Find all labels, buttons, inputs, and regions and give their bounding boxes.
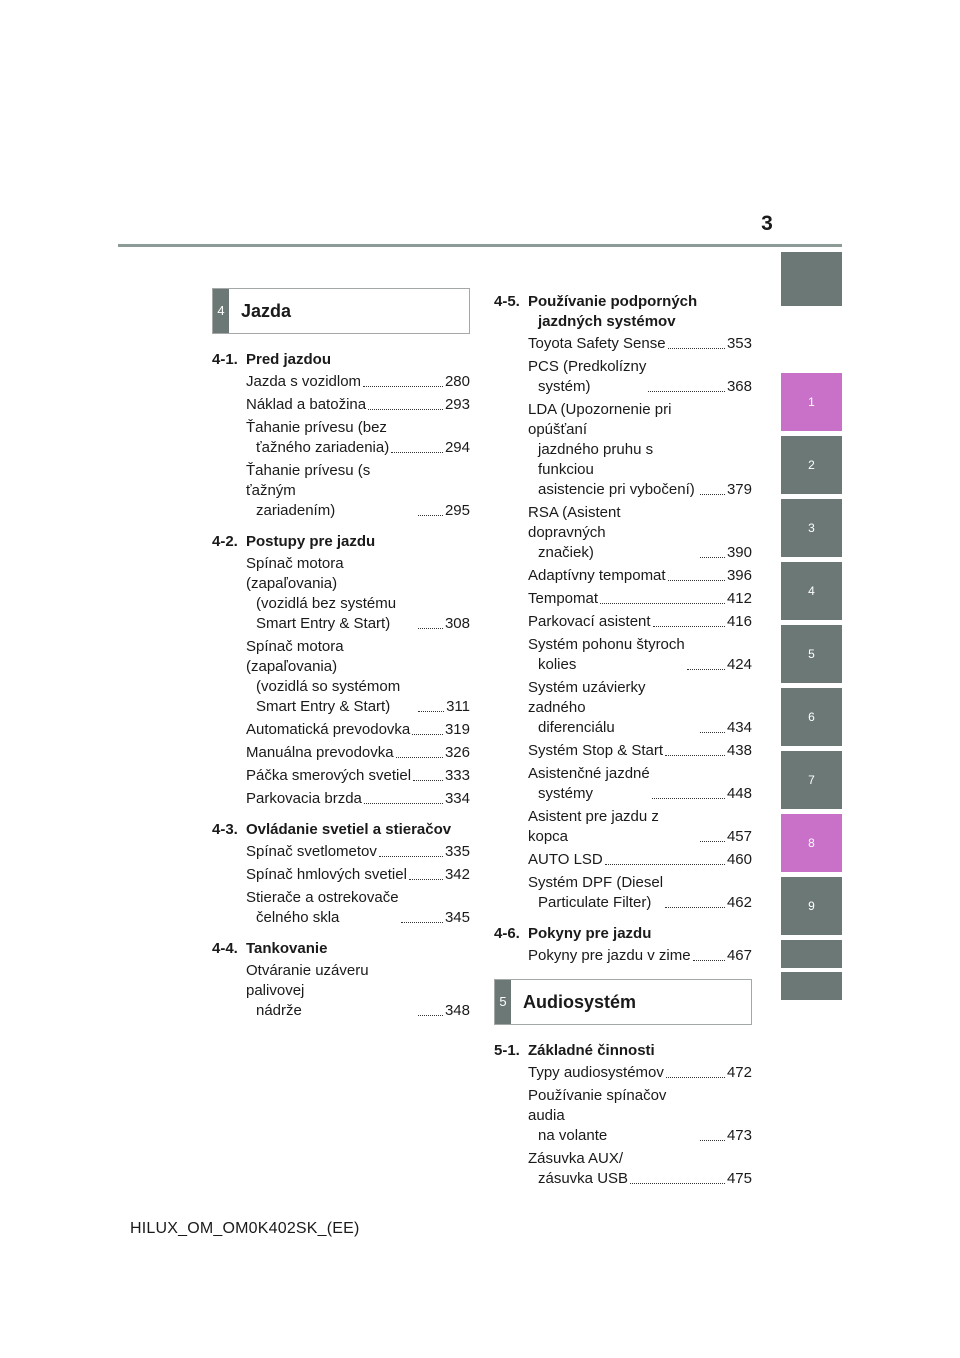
toc-entry-link[interactable] xyxy=(212,789,470,809)
entry-title-line: Parkovacia brzda xyxy=(246,790,362,807)
dot-leader xyxy=(418,515,443,516)
group-title xyxy=(528,292,752,332)
entry-title-line: Adaptívny tempomat xyxy=(528,567,666,584)
entry-title-line: značiek) xyxy=(538,544,594,561)
entry-title-line: Systém Stop & Start xyxy=(528,742,664,759)
group-title-line: Ovládanie svetiel a stieračov xyxy=(246,821,452,838)
entry-page-number: 342 xyxy=(444,866,470,883)
toc-entry-link[interactable] xyxy=(212,743,470,763)
group-title-line: Používanie podporných xyxy=(528,293,698,310)
toc-entry-link[interactable] xyxy=(212,395,470,415)
toc-entry-link[interactable] xyxy=(212,372,470,392)
entry-page-number: 390 xyxy=(726,544,752,561)
entry-title-line: Spínač motora (zapaľovania) xyxy=(246,555,344,592)
entry-page-number: 457 xyxy=(726,828,752,845)
entry-page-number: 434 xyxy=(726,719,752,736)
entry-title xyxy=(528,357,646,397)
toc-entry-link[interactable] xyxy=(494,741,752,761)
toc-entry-link[interactable] xyxy=(494,1086,752,1146)
toc-entry-link[interactable] xyxy=(494,764,752,804)
entry-title-line: čelného skla xyxy=(256,909,340,926)
entry-title xyxy=(528,741,663,761)
entry-title-line: Spínač svetlometov xyxy=(246,843,377,860)
dot-leader xyxy=(418,711,444,712)
toc-group xyxy=(494,1041,752,1189)
entry-title-line: zariadením) xyxy=(256,502,336,519)
toc-entry-link[interactable] xyxy=(494,807,752,847)
group-number: 4-4. xyxy=(212,940,238,957)
entry-title xyxy=(528,612,651,632)
toc-entry-link[interactable] xyxy=(494,873,752,913)
entry-title-line: Asistent pre jazdu z kopca xyxy=(528,808,659,845)
entry-page-number: 396 xyxy=(726,567,752,584)
dot-leader xyxy=(700,494,725,495)
entry-page-number: 294 xyxy=(444,439,470,456)
entry-page-number: 353 xyxy=(726,335,752,352)
entry-title xyxy=(528,807,698,847)
entry-title-line: (vozidlá so systémom xyxy=(256,678,401,695)
dot-leader xyxy=(687,669,725,670)
entry-title xyxy=(246,888,399,928)
dot-leader xyxy=(652,798,725,799)
toc-group xyxy=(212,939,470,1021)
entry-page-number: 295 xyxy=(444,502,470,519)
group-number: 5-1. xyxy=(494,1042,520,1059)
toc-group xyxy=(494,924,752,966)
toc-column-right xyxy=(494,288,752,1192)
entry-page-number: 311 xyxy=(446,698,470,715)
entry-page-number: 416 xyxy=(726,613,752,630)
dot-leader xyxy=(605,864,725,865)
dot-leader xyxy=(363,386,443,387)
dot-leader xyxy=(700,841,725,842)
entry-title-line: ťažného zariadenia) xyxy=(256,439,390,456)
entry-title xyxy=(246,720,410,740)
group-title xyxy=(246,532,470,552)
chapter-tab-4[interactable]: 4 xyxy=(781,562,842,620)
section-header-audio xyxy=(494,979,752,1025)
entry-title-line: nádrže xyxy=(256,1002,302,1019)
dot-leader xyxy=(600,603,725,604)
chapter-tab-5[interactable]: 5 xyxy=(781,625,842,683)
group-title-line: Pred jazdou xyxy=(246,351,332,368)
entry-title xyxy=(246,554,416,634)
dot-leader xyxy=(418,628,443,629)
entry-title-line: Tempomat xyxy=(528,590,599,607)
group-heading xyxy=(494,1041,752,1061)
entry-title-line: zásuvka USB xyxy=(538,1170,629,1187)
entry-title xyxy=(246,842,377,862)
entry-title-line: Jazda s vozidlom xyxy=(246,373,362,390)
toc-entry-link[interactable] xyxy=(212,720,470,740)
dot-leader xyxy=(396,757,443,758)
entry-title xyxy=(246,865,407,885)
group-heading xyxy=(494,924,752,944)
entry-title-line: Zásuvka AUX/ xyxy=(528,1150,624,1167)
entry-title xyxy=(528,873,663,913)
entry-title-line: Automatická prevodovka xyxy=(246,721,411,738)
dot-leader xyxy=(418,1015,443,1016)
chapter-tab-2[interactable]: 2 xyxy=(781,436,842,494)
entry-title-line: Particulate Filter) xyxy=(538,894,652,911)
group-heading xyxy=(212,532,470,552)
dot-leader xyxy=(368,409,443,410)
toc-entry-link[interactable] xyxy=(212,865,470,885)
entry-title xyxy=(528,635,685,675)
group-title-line: Postupy pre jazdu xyxy=(246,533,376,550)
group-heading xyxy=(212,350,470,370)
entry-title xyxy=(528,400,698,500)
entry-page-number: 326 xyxy=(444,744,470,761)
group-title-line: Pokyny pre jazdu xyxy=(528,925,652,942)
toc-entry-link[interactable] xyxy=(212,888,470,928)
page-number: 3 xyxy=(761,212,773,235)
entry-page-number: 334 xyxy=(444,790,470,807)
entry-page-number: 412 xyxy=(726,590,752,607)
entry-title-line: Systém DPF (Diesel xyxy=(528,874,664,891)
chapter-tab-blank[interactable] xyxy=(781,972,842,1000)
entry-title-line: Náklad a batožina xyxy=(246,396,367,413)
entry-title xyxy=(246,789,362,809)
entry-title-line: diferenciálu xyxy=(538,719,615,736)
group-number: 4-1. xyxy=(212,351,238,368)
dot-leader xyxy=(401,922,443,923)
toc-entry-link[interactable] xyxy=(212,766,470,786)
entry-title xyxy=(246,372,361,392)
toc-group xyxy=(212,532,470,809)
toc-entry-link[interactable] xyxy=(212,961,470,1021)
toc-entry-link[interactable] xyxy=(212,637,470,717)
entry-title xyxy=(246,743,394,763)
dot-leader xyxy=(364,803,443,804)
entry-page-number: 308 xyxy=(444,615,470,632)
toc-entry-link[interactable] xyxy=(212,554,470,634)
header-rule xyxy=(118,244,842,247)
dot-leader xyxy=(648,391,725,392)
dot-leader xyxy=(409,879,443,880)
toc-entry-link[interactable] xyxy=(212,461,470,521)
group-title xyxy=(246,350,470,370)
entry-page-number: 448 xyxy=(726,785,752,802)
entry-page-number: 462 xyxy=(726,894,752,911)
entry-title-line: kolies xyxy=(538,656,577,673)
entry-title-line: Typy audiosystémov xyxy=(528,1064,664,1081)
entry-title xyxy=(528,678,698,738)
entry-title-line: Asistenčné jazdné xyxy=(528,765,650,782)
toc-group xyxy=(494,292,752,913)
group-title-line: jazdných systémov xyxy=(538,313,676,330)
toc-group xyxy=(212,350,470,521)
group-heading xyxy=(494,292,752,332)
group-number: 4-3. xyxy=(212,821,238,838)
chapter-tab-1[interactable]: 1 xyxy=(781,373,842,431)
entry-title-line: LDA (Upozornenie pri opúšťaní xyxy=(528,401,672,438)
entry-page-number: 368 xyxy=(726,378,752,395)
entry-title xyxy=(528,764,650,804)
dot-leader xyxy=(665,907,725,908)
dot-leader xyxy=(630,1183,725,1184)
dot-leader xyxy=(693,960,725,961)
toc-entry-link[interactable] xyxy=(212,418,470,458)
dot-leader xyxy=(700,732,725,733)
chapter-tab-9[interactable]: 9 xyxy=(781,877,842,935)
entry-title-line: Otváranie uzáveru palivovej xyxy=(246,962,369,999)
entry-title xyxy=(246,395,366,415)
entry-title-line: (vozidlá bez systému xyxy=(256,595,397,612)
toc-entry-link[interactable] xyxy=(494,400,752,500)
entry-title-line: Spínač motora (zapaľovania) xyxy=(246,638,344,675)
toc-entry-link[interactable] xyxy=(494,503,752,563)
toc-entry-link[interactable] xyxy=(494,566,752,586)
chapter-tab-blank[interactable] xyxy=(781,252,842,306)
toc-entry-link[interactable] xyxy=(494,635,752,675)
entry-title-line: Páčka smerových svetiel xyxy=(246,767,412,784)
entry-title-line: systémy xyxy=(538,785,594,802)
entry-title-line: jazdného pruhu s funkciou xyxy=(538,441,654,478)
entry-title-line: Používanie spínačov audia xyxy=(528,1087,667,1124)
entry-title xyxy=(528,566,666,586)
entry-title xyxy=(246,461,416,521)
entry-title-line: Stierače a ostrekovače xyxy=(246,889,399,906)
entry-title-line: RSA (Asistent dopravných xyxy=(528,504,621,541)
dot-leader xyxy=(700,557,725,558)
dot-leader xyxy=(665,755,725,756)
entry-page-number: 467 xyxy=(726,947,752,964)
toc-entry-link[interactable] xyxy=(494,946,752,966)
section-title: Audiosystém xyxy=(523,992,637,1012)
entry-page-number: 335 xyxy=(444,843,470,860)
entry-title xyxy=(528,503,698,563)
toc-entry-link[interactable] xyxy=(494,589,752,609)
entry-title-line: PCS (Predkolízny xyxy=(528,358,647,375)
toc-entry-link[interactable] xyxy=(212,842,470,862)
entry-page-number: 280 xyxy=(444,373,470,390)
entry-title-line: Toyota Safety Sense xyxy=(528,335,666,352)
entry-page-number: 475 xyxy=(726,1170,752,1187)
entry-title xyxy=(528,946,691,966)
entry-title xyxy=(528,1086,698,1146)
toc-entry-link[interactable] xyxy=(494,1063,752,1083)
entry-page-number: 472 xyxy=(726,1064,752,1081)
dot-leader xyxy=(379,856,443,857)
entry-page-number: 319 xyxy=(444,721,470,738)
entry-title-line: Ťahanie prívesu (bez xyxy=(246,419,387,436)
dot-leader xyxy=(391,452,443,453)
toc-entry-link[interactable] xyxy=(494,612,752,632)
dot-leader xyxy=(668,580,725,581)
chapter-tab-7[interactable]: 7 xyxy=(781,751,842,809)
toc-entry-link[interactable] xyxy=(494,678,752,738)
toc-entry-link[interactable] xyxy=(494,850,752,870)
group-number: 4-5. xyxy=(494,293,520,310)
dot-leader xyxy=(653,626,725,627)
group-title xyxy=(246,820,470,840)
toc-column-left xyxy=(212,288,470,1024)
entry-page-number: 379 xyxy=(726,481,752,498)
dot-leader xyxy=(413,780,443,781)
chapter-tab-8[interactable]: 8 xyxy=(781,814,842,872)
dot-leader xyxy=(668,348,725,349)
entry-title-line: asistencie pri vybočení) xyxy=(538,481,695,498)
entry-title-line: Smart Entry & Start) xyxy=(256,615,391,632)
toc-entry-link[interactable] xyxy=(494,357,752,397)
entry-title-line: Smart Entry & Start) xyxy=(256,698,391,715)
toc-entry-link[interactable] xyxy=(494,1149,752,1189)
entry-title xyxy=(528,850,603,870)
group-title-line: Tankovanie xyxy=(246,940,328,957)
entry-title xyxy=(246,961,416,1021)
entry-page-number: 473 xyxy=(726,1127,752,1144)
entry-title-line: Parkovací asistent xyxy=(528,613,651,630)
entry-page-number: 333 xyxy=(444,767,470,784)
entry-title xyxy=(528,1149,628,1189)
entry-title-line: na volante xyxy=(538,1127,608,1144)
entry-page-number: 424 xyxy=(726,656,752,673)
group-number: 4-6. xyxy=(494,925,520,942)
group-number: 4-2. xyxy=(212,533,238,550)
chapter-tab-blank[interactable] xyxy=(781,940,842,968)
entry-title-line: Spínač hmlových svetiel xyxy=(246,866,407,883)
entry-title-line: Systém uzávierky zadného xyxy=(528,679,646,716)
entry-title-line: Ťahanie prívesu (s ťažným xyxy=(246,462,371,499)
toc-group xyxy=(212,820,470,928)
section-tab-number: 5 xyxy=(495,980,511,1024)
entry-title-line: Pokyny pre jazdu v zime xyxy=(528,947,691,964)
entry-title-line: Systém pohonu štyroch xyxy=(528,636,685,653)
group-title xyxy=(246,939,470,959)
entry-title xyxy=(528,589,598,609)
group-title xyxy=(528,924,752,944)
chapter-tab-6[interactable]: 6 xyxy=(781,688,842,746)
dot-leader xyxy=(666,1077,725,1078)
section-title: Jazda xyxy=(241,301,292,321)
section-header-driving xyxy=(212,288,470,334)
entry-page-number: 345 xyxy=(444,909,470,926)
entry-page-number: 348 xyxy=(444,1002,470,1019)
entry-title xyxy=(528,334,666,354)
toc-entry-link[interactable] xyxy=(494,334,752,354)
entry-title xyxy=(528,1063,664,1083)
entry-page-number: 293 xyxy=(444,396,470,413)
entry-title-line: Manuálna prevodovka xyxy=(246,744,394,761)
entry-page-number: 438 xyxy=(726,742,752,759)
document-footer: HILUX_OM_OM0K402SK_(EE) xyxy=(130,1220,360,1237)
group-heading xyxy=(212,820,470,840)
group-heading xyxy=(212,939,470,959)
entry-page-number: 460 xyxy=(726,851,752,868)
dot-leader xyxy=(700,1140,725,1141)
entry-title xyxy=(246,418,389,458)
entry-title xyxy=(246,766,411,786)
entry-title-line: AUTO LSD xyxy=(528,851,603,868)
section-tab-number: 4 xyxy=(213,289,229,333)
dot-leader xyxy=(412,734,443,735)
group-title xyxy=(528,1041,752,1061)
entry-title-line: systém) xyxy=(538,378,591,395)
group-title-line: Základné činnosti xyxy=(528,1042,655,1059)
entry-title xyxy=(246,637,416,717)
chapter-tab-3[interactable]: 3 xyxy=(781,499,842,557)
